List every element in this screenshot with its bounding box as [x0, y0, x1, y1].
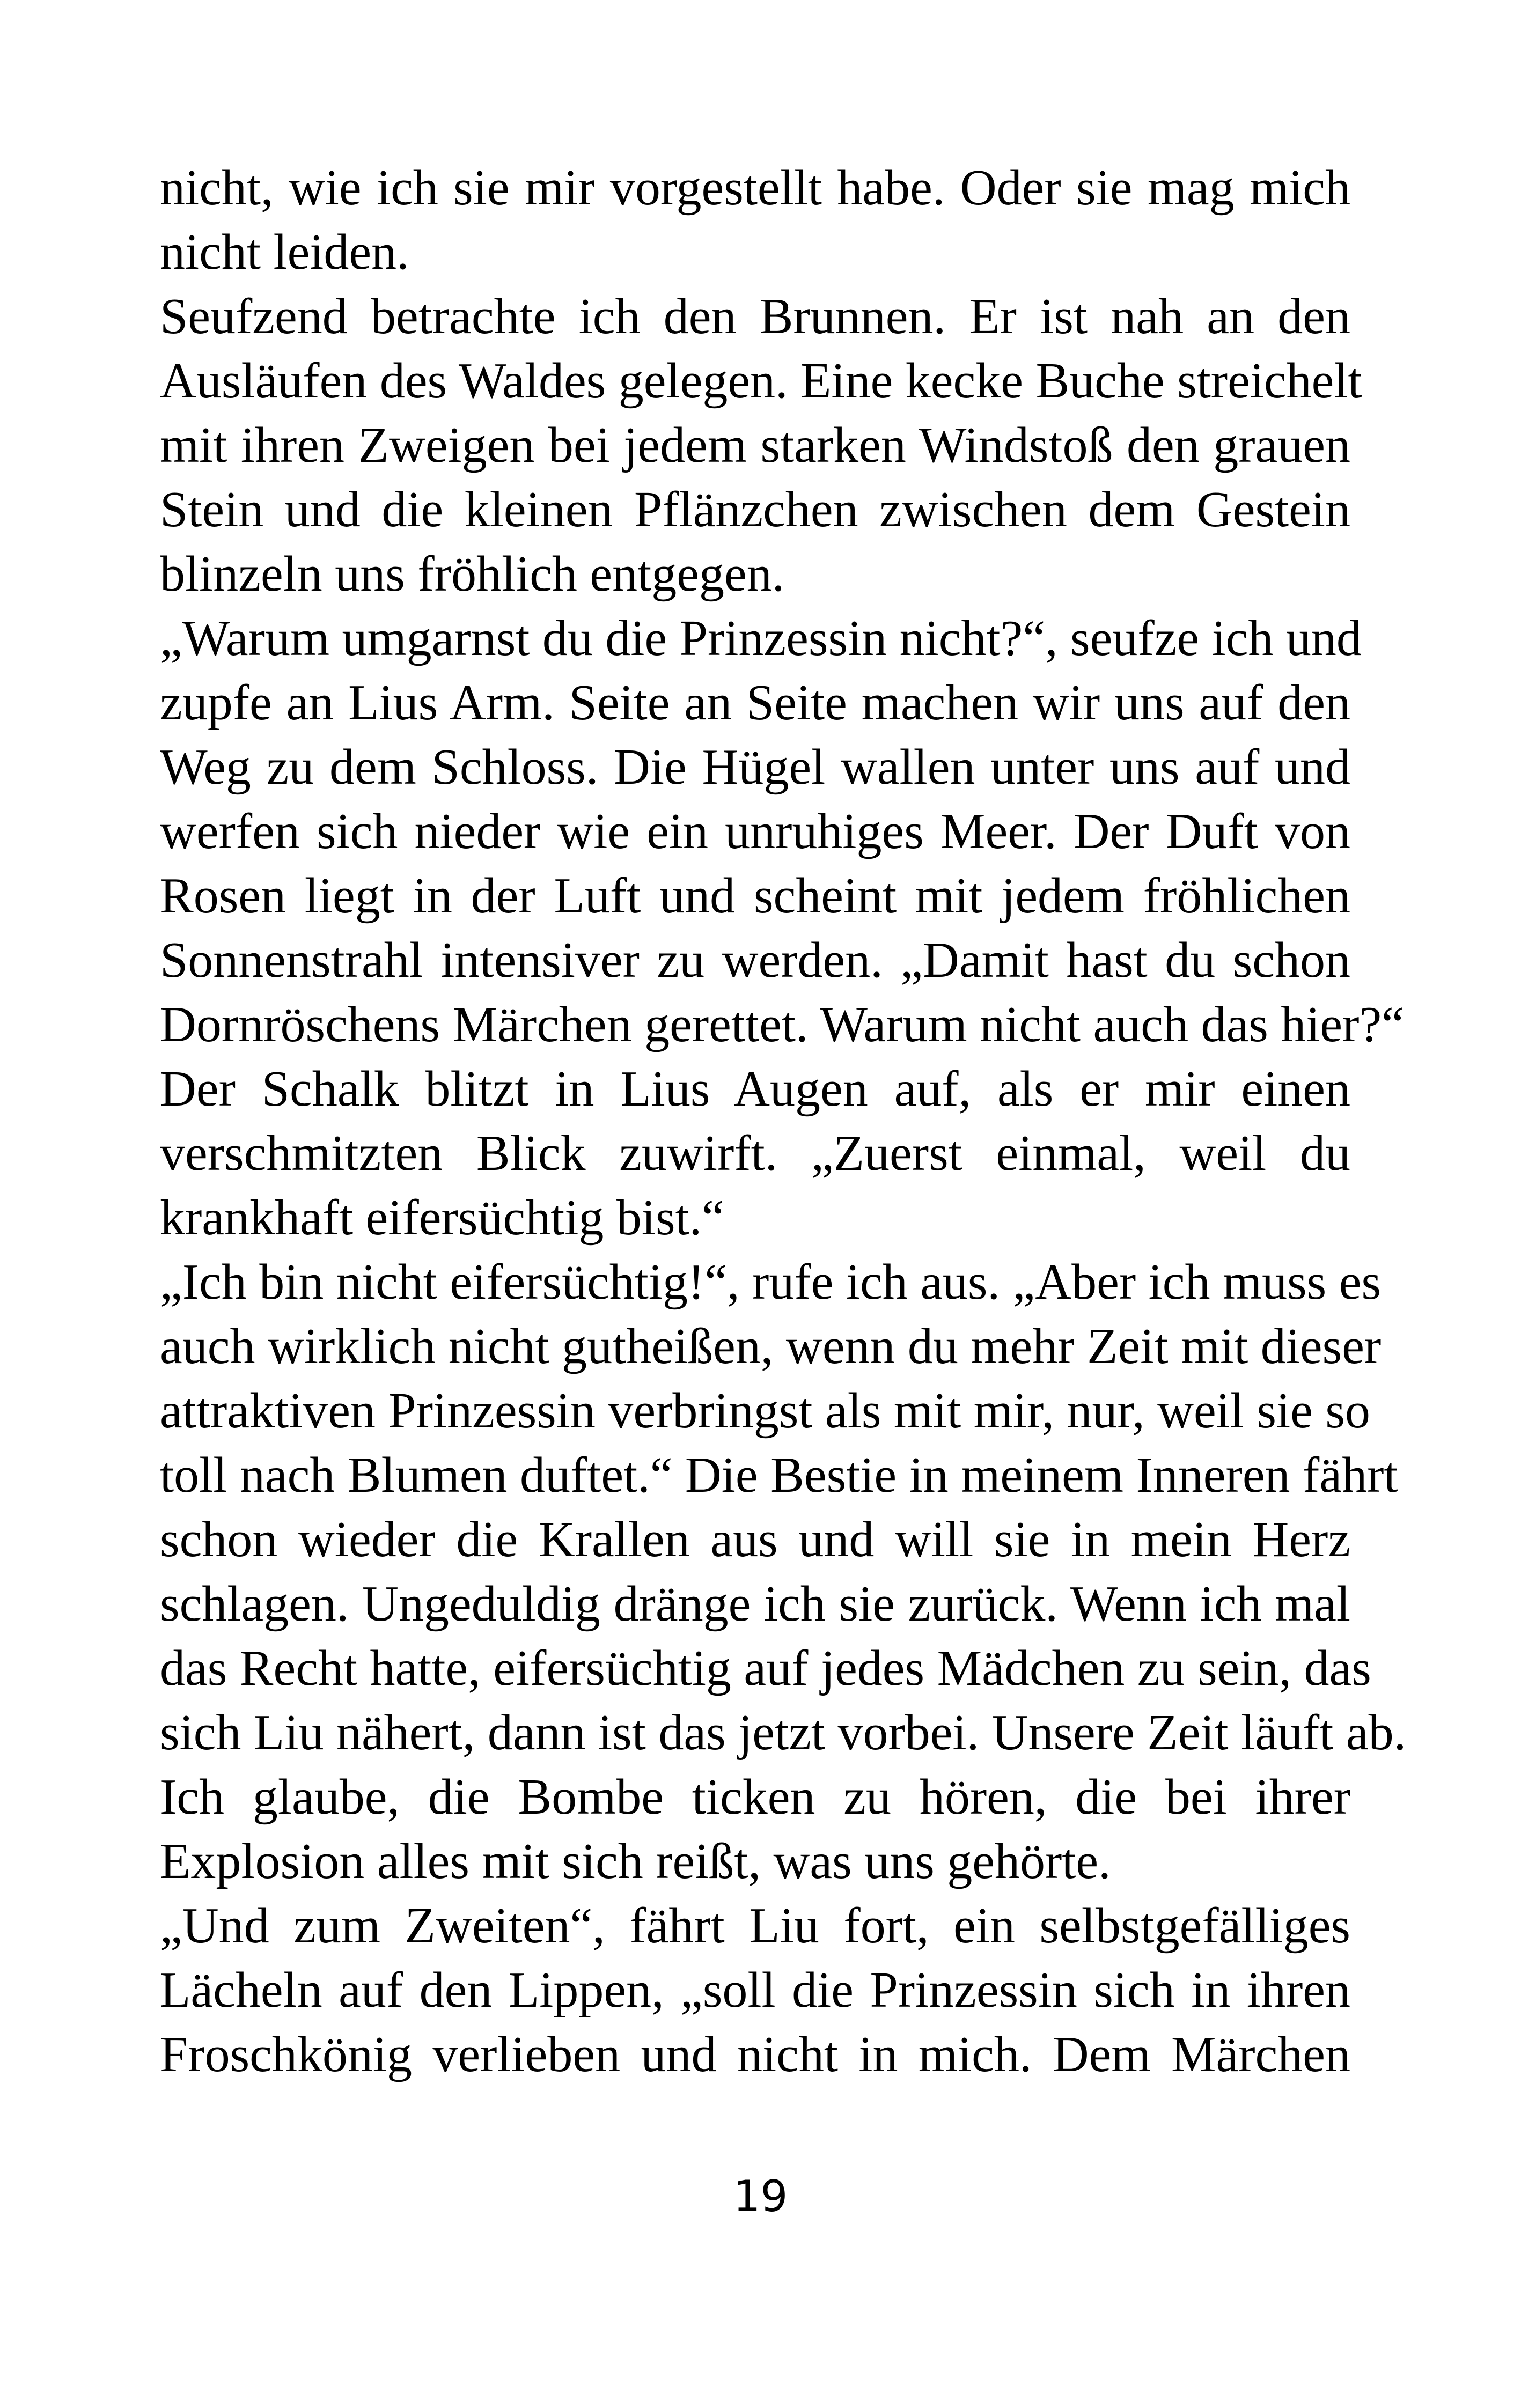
text-line: Explosion alles mit sich reißt, was uns gehörte. [160, 1833, 1111, 1889]
text-line: sich Liu nähert, dann ist das jetzt vorbei. Unsere Zeit läuft ab. [160, 1705, 1407, 1761]
text-line: auch wirklich nicht gutheißen, wenn du mehr Zeit mit dieser [160, 1319, 1382, 1374]
text-line: Seufzend betrachte ich den Brunnen. Er ist nah an den [160, 289, 1350, 344]
text-line: Dornröschens Märchen gerettet. Warum nicht auch das hier?“ [160, 997, 1404, 1052]
text-line: toll nach Blumen duftet.“ Die Bestie in meinem Inneren fährt [160, 1447, 1398, 1503]
text-line: attraktiven Prinzessin verbringst als mit mir, nur, weil sie so [160, 1383, 1370, 1439]
text-line: krankhaft eifersüchtig bist.“ [160, 1190, 724, 1246]
text-line: Ich glaube, die Bombe ticken zu hören, die bei ihrer [160, 1769, 1350, 1825]
text-line: verschmitzten Blick zuwirft. „Zuerst einmal, weil du [160, 1125, 1350, 1181]
text-line: mit ihren Zweigen bei jedem starken Windstoß den grauen [160, 417, 1350, 473]
text-line: Der Schalk blitzt in Lius Augen auf, als er mir einen [160, 1061, 1350, 1117]
text-line: nicht leiden. [160, 224, 409, 280]
text-line: schon wieder die Krallen aus und will sie in mein Herz [160, 1512, 1350, 1567]
text-line: zupfe an Lius Arm. Seite an Seite machen wir uns auf den [160, 675, 1350, 731]
text-line: „Warum umgarnst du die Prinzessin nicht?“, seufze ich und [160, 610, 1362, 666]
body-text [160, 156, 1407, 2087]
text-line: Stein und die kleinen Pflänzchen zwischen dem Gestein [160, 482, 1350, 537]
text-line: Sonnenstrahl intensiver zu werden. „Damit hast du schon [160, 932, 1350, 988]
text-line: Froschkönig verlieben und nicht in mich. Dem Märchen [160, 2027, 1350, 2082]
text-line: „Ich bin nicht eifersüchtig!“, rufe ich aus. „Aber ich muss es [160, 1254, 1382, 1310]
text-line: Ausläufen des Waldes gelegen. Eine kecke Buche streichelt [160, 353, 1362, 409]
text-line: Lächeln auf den Lippen, „soll die Prinzessin sich in ihren [160, 1962, 1350, 2018]
text-line: nicht, wie ich sie mir vorgestellt habe. Oder sie mag mich [160, 160, 1350, 216]
text-line: werfen sich nieder wie ein unruhiges Meer. Der Duft von [160, 804, 1350, 859]
page-number: 19 [733, 2171, 788, 2221]
text-line: Rosen liegt in der Luft und scheint mit jedem fröhlichen [160, 868, 1350, 924]
text-line: Weg zu dem Schloss. Die Hügel wallen unter uns auf und [160, 739, 1350, 795]
text-line: das Recht hatte, eifersüchtig auf jedes Mädchen zu sein, das [160, 1640, 1371, 1696]
text-line: blinzeln uns fröhlich entgegen. [160, 546, 785, 602]
text-line: schlagen. Ungeduldig dränge ich sie zurück. Wenn ich mal [160, 1576, 1350, 1632]
text-line: „Und zum Zweiten“, fährt Liu fort, ein selbstgefälliges [160, 1898, 1350, 1954]
